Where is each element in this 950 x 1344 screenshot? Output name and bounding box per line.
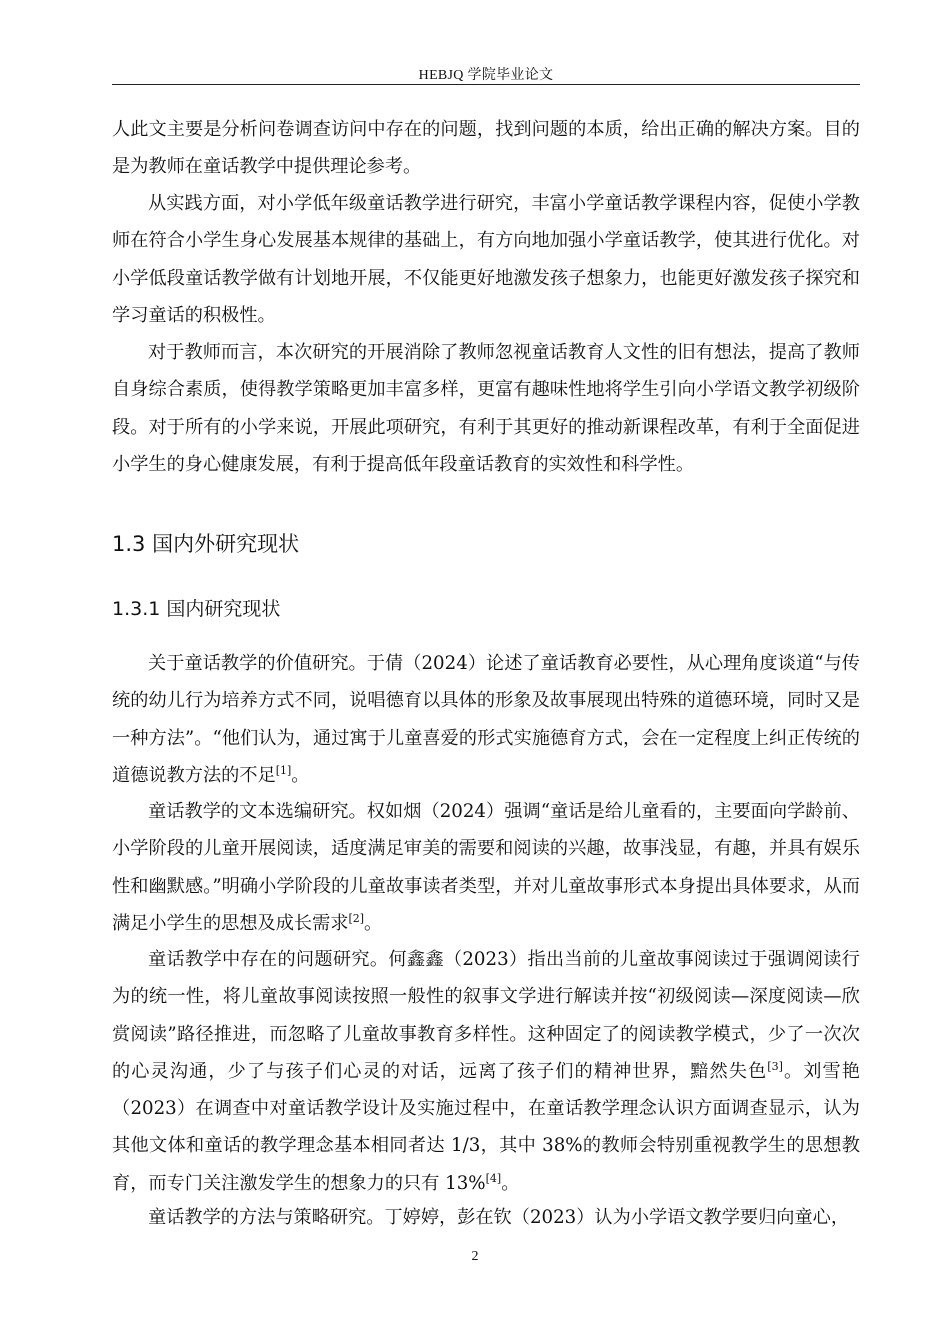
page-header: HEBJQ 学院毕业论文	[418, 68, 554, 83]
header-divider	[112, 84, 860, 85]
paragraph-mid: 。刘雪艳（2023）在调查中对童话教学设计及实施过程中，在童话教学理念认识方面调查显示，认为其他文体和童话的教学理念基本相同者达 1/3，其中 38%的教师会特别重视教学生的思想教育，而专门关注激发学生的想象力的只有 13%	[112, 1060, 860, 1194]
paragraph-text-selection	[112, 793, 860, 942]
citation: [3]	[767, 1059, 783, 1073]
paragraph-teachers: 对于教师而言，本次研究的开展消除了教师忽视童话教育人文性的旧有想法，提高了教师自身综合素质，使得教学策略更加丰富多样，更富有趣味性地将学生引向小学语文教学初级阶段。对于所有的小学来说，开展此项研究，有利于其更好的推动新课程改革，有利于全面促进小学生的身心健康发展，有利于提高低年段童话教育的实效性和科学性。	[112, 342, 860, 475]
paragraph-tail: 。	[364, 912, 383, 934]
paragraph-continued: 人此文主要是分析问卷调查访问中存在的问题，找到问题的本质，给出正确的解决方案。目的是为教师在童话教学中提供理论参考。	[112, 119, 860, 178]
section-heading: 1.3 国内外研究现状	[112, 532, 300, 556]
citation: [1]	[275, 763, 292, 777]
paragraph-practice: 从实践方面，对小学低年级童话教学进行研究，丰富小学童话教学课程内容，促使小学教师在符合小学生身心发展基本规律的基础上，有方向地加强小学童话教学，使其进行优化。对小学低段童话教学做有计划地开展，不仅能更好地激发孩子想象力，也能更好激发孩子探究和学习童话的积极性。	[112, 193, 860, 326]
paragraph-methods: 童话教学的方法与策略研究。丁婷婷，彭在钦（2023）认为小学语文教学要归向童心，	[148, 1207, 850, 1228]
paragraph-text: 童话教学中存在的问题研究。何鑫鑫（2023）指出当前的儿童故事阅读过于强调阅读行为的统一性，将儿童故事阅读按照一般性的叙事文学进行解读并按“初级阅读—深度阅读—欣赏阅读”路径推进，而忽略了儿童故事教育多样性。这种固定了的阅读教学模式，少了一次次的心灵沟通，少了与孩子们心灵的对话，远离了孩子们的精神世界，黯然失色	[112, 949, 860, 1082]
paragraph-tail: 。	[291, 764, 310, 786]
subsection-heading: 1.3.1 国内研究现状	[112, 598, 281, 620]
paragraph-text: 关于童话教学的价值研究。于倩（2024）论述了童话教育必要性，从心理角度谈道“与传统的幼儿行为培养方式不同，说唱德育以具体的形象及故事展现出特殊的道德环境，同时又是一种方法”。“他们认为，通过寓于儿童喜爱的形式实施德育方式，会在一定程度上纠正传统的道德说教方法的不足	[112, 653, 860, 786]
paragraph-value-research	[112, 645, 860, 794]
page-number: 2	[471, 1249, 479, 1264]
citation: [2]	[348, 911, 365, 925]
paragraph-problems	[112, 941, 860, 1202]
paragraph-text: 童话教学的文本选编研究。权如烟（2024）强调“童话是给儿童看的，主要面向学龄前、小学阶段的儿童开展阅读，适度满足审美的需要和阅读的兴趣，故事浅显，有趣，并具有娱乐性和幽默感。”明确小学阶段的儿童故事读者类型，并对儿童故事形式本身提出具体要求，从而满足小学生的思想及成长需求	[112, 801, 860, 934]
citation: [4]	[485, 1171, 502, 1185]
paragraph-tail: 。	[501, 1172, 520, 1194]
